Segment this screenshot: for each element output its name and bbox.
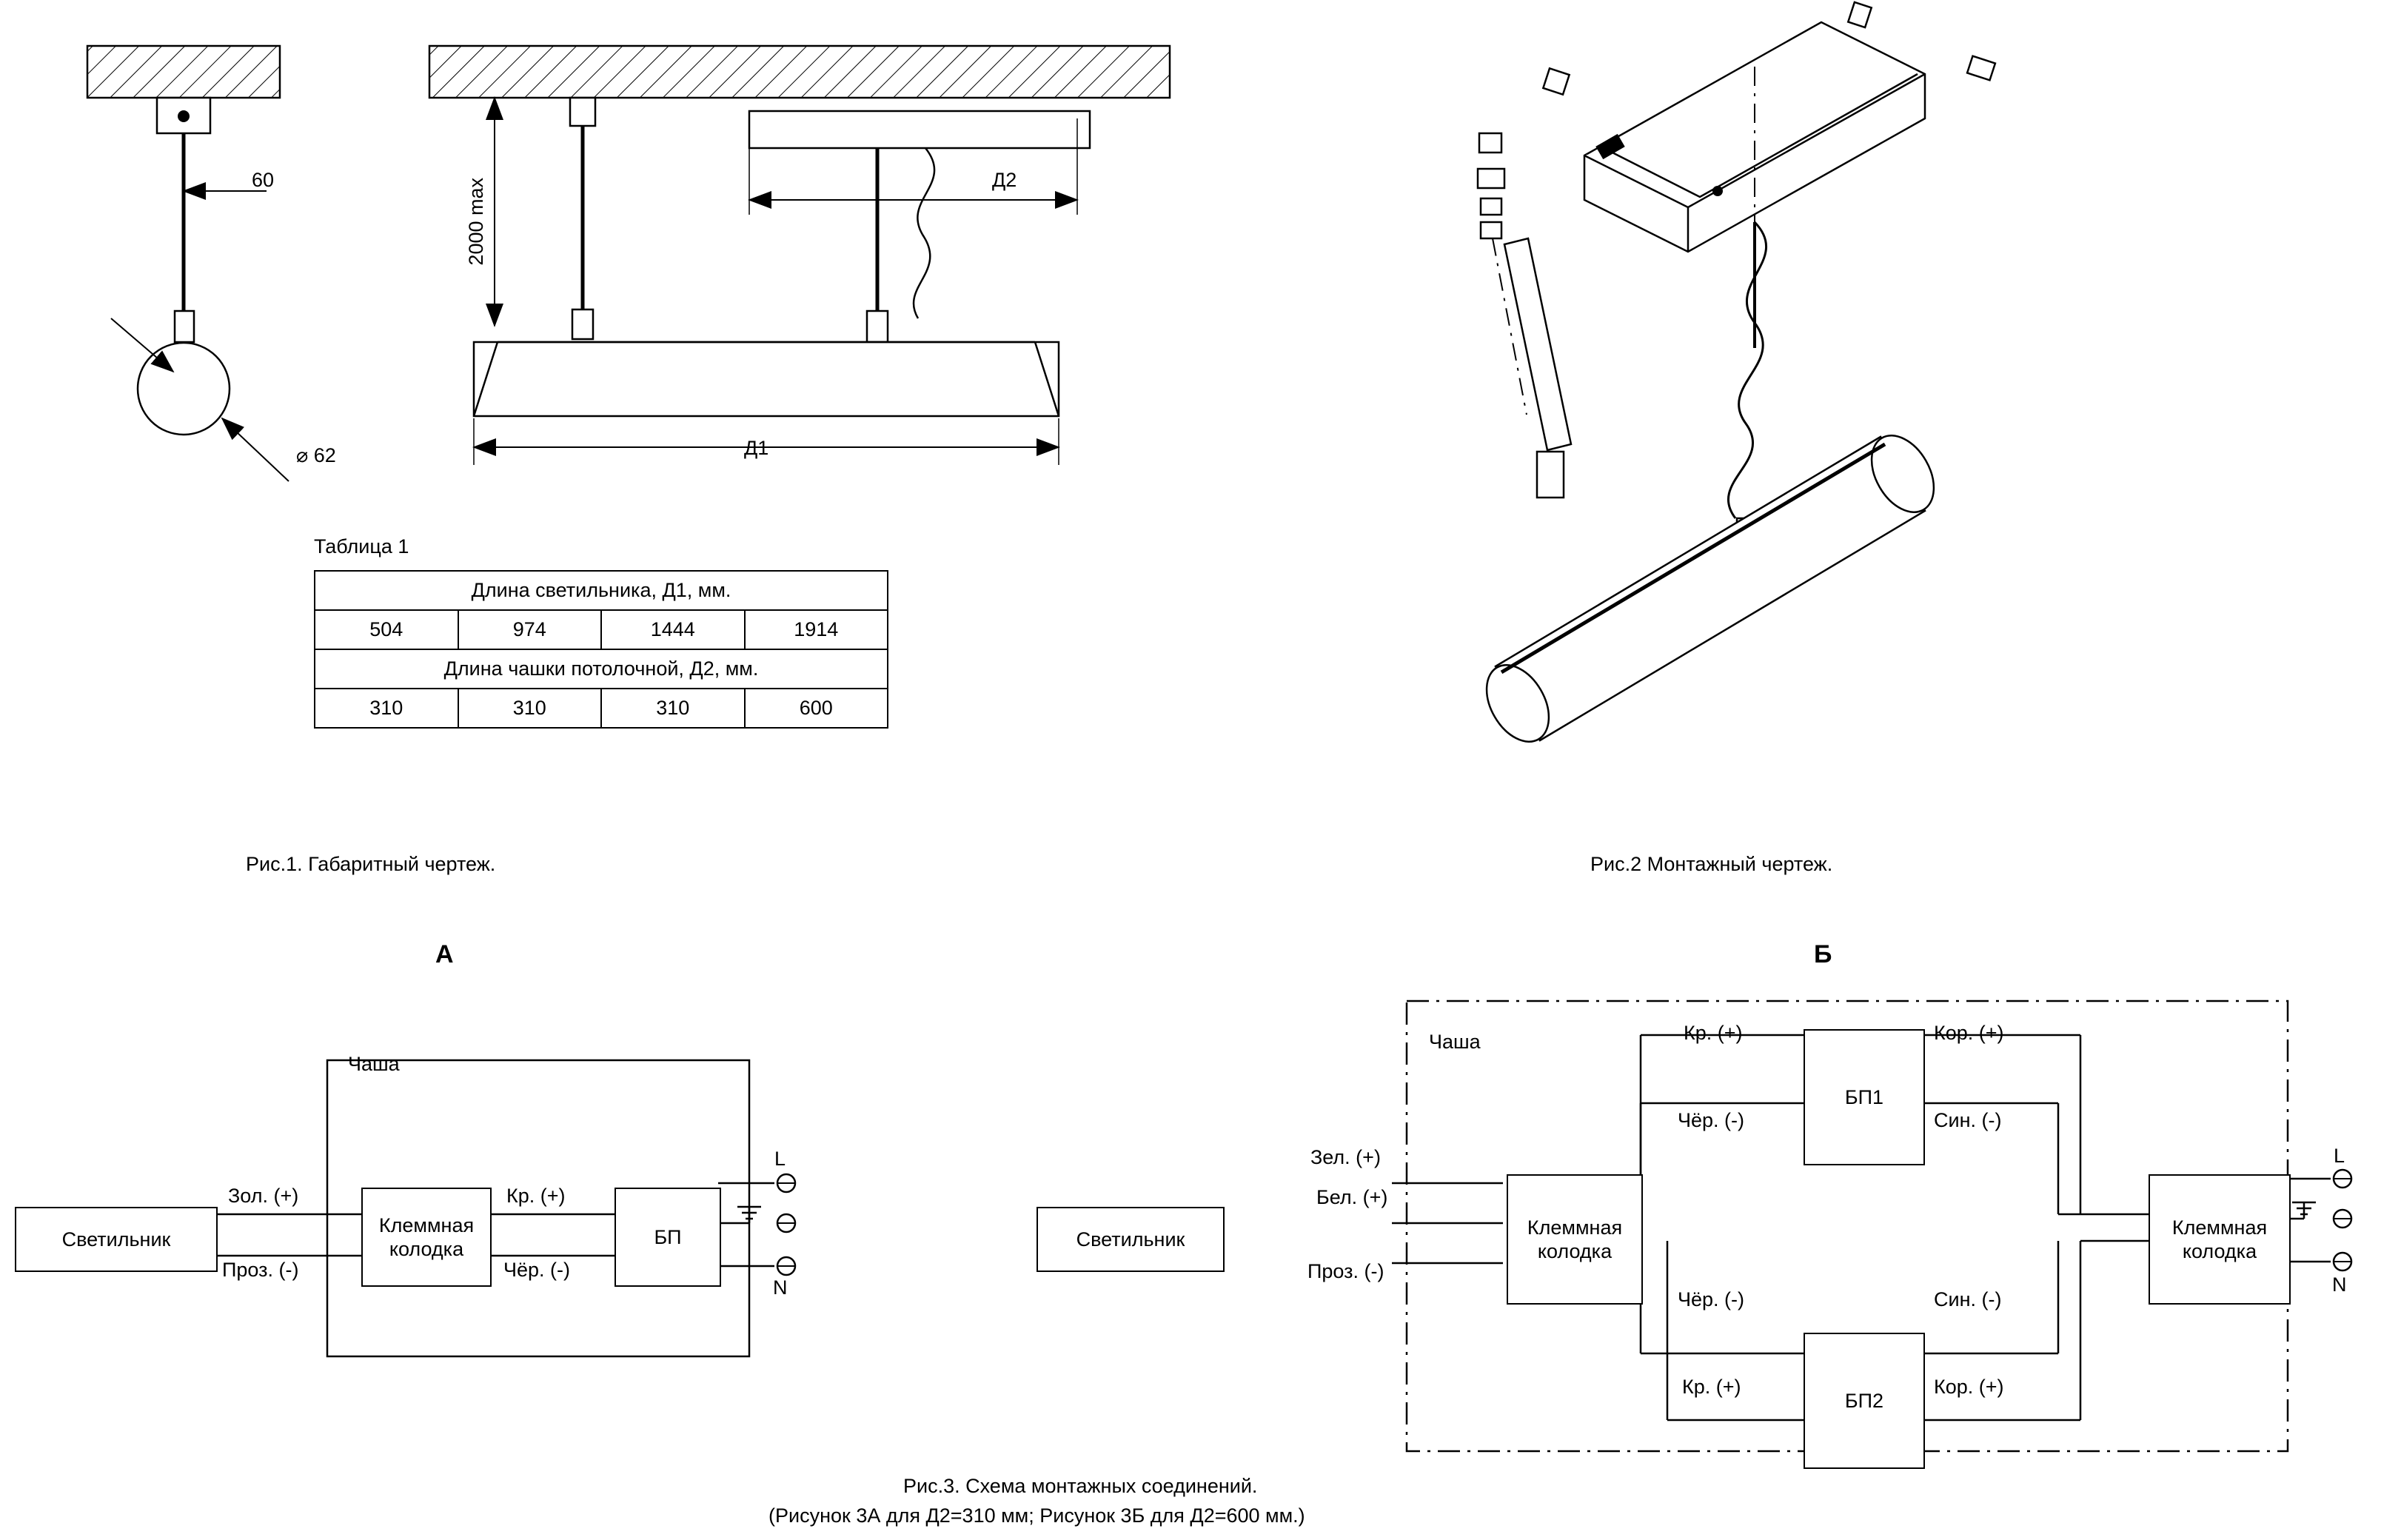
dimension-diameter-62-label: ⌀ 62 [296, 444, 336, 466]
luminaire-box-b: Светильник [1037, 1207, 1225, 1272]
table-cell: 504 [315, 610, 458, 649]
figure-3-caption-line1: Рис.3. Схема монтажных соединений. [903, 1475, 1258, 1497]
table-cell: 310 [458, 689, 602, 728]
table-row [315, 689, 888, 728]
wire-brown-bottom-label-b: Кор. (+) [1934, 1376, 2004, 1398]
terminal-block-left-b [1507, 1174, 1643, 1305]
cup-label-a: Чаша [348, 1053, 400, 1075]
psu2-box-b: БП2 [1804, 1333, 1925, 1469]
terminal-block-right-b [2149, 1174, 2291, 1305]
table-1-title: Таблица 1 [314, 535, 409, 558]
wire-gold-label-a: Зол. (+) [228, 1185, 299, 1207]
figure-2-svg [1407, 0, 2369, 829]
table-row [315, 610, 888, 649]
wire-red-label-a: Кр. (+) [506, 1185, 566, 1207]
terminal-block-a [361, 1188, 492, 1287]
table-row [315, 649, 888, 689]
figure-2-caption: Рис.2 Монтажный чертеж. [1590, 853, 1833, 875]
wire-red-top-label-b: Кр. (+) [1684, 1022, 1743, 1044]
wire-blue-top-label-b: Син. (-) [1934, 1109, 2002, 1131]
table-cell: 600 [745, 689, 888, 728]
psu1-box-b: БП1 [1804, 1029, 1925, 1165]
wire-green-label-b: Зел. (+) [1310, 1146, 1381, 1168]
wire-transparent-label-a: Проз. (-) [222, 1259, 299, 1281]
wire-black-bottom-label-b: Чёр. (-) [1678, 1288, 1745, 1310]
dimension-60-label: 60 [252, 169, 275, 191]
phase-l-label-a: L [774, 1148, 786, 1170]
scheme-b-label: Б [1814, 940, 1832, 968]
table-cell: 974 [458, 610, 602, 649]
wire-blue-bottom-label-b: Син. (-) [1934, 1288, 2002, 1310]
neutral-n-label-a: N [773, 1276, 788, 1299]
terminal-block-label: Клеммная колодка [378, 1213, 475, 1260]
wire-black-label-a: Чёр. (-) [503, 1259, 571, 1281]
figure-1-svg [0, 0, 1185, 888]
table-cell: 1444 [601, 610, 745, 649]
dimension-d1-label: Д1 [744, 437, 769, 459]
phase-l-label-b: L [2334, 1145, 2345, 1167]
wire-white-label-b: Бел. (+) [1316, 1186, 1388, 1208]
table-row [315, 571, 888, 610]
figure-1-dimensional-drawing [0, 0, 1185, 888]
table-1 [314, 570, 888, 729]
table-header-d1: Длина светильника, Д1, мм. [315, 571, 888, 610]
dimension-2000max-label: 2000 max [465, 178, 487, 266]
terminal-block-label: Клеммная колодка [1527, 1216, 1623, 1262]
psu-box-a: БП [614, 1188, 721, 1287]
cup-label-b: Чаша [1429, 1031, 1481, 1053]
wire-transparent-label-b: Проз. (-) [1307, 1260, 1384, 1282]
figure-1-caption: Рис.1. Габаритный чертеж. [246, 853, 496, 875]
table-header-d2: Длина чашки потолочной, Д2, мм. [315, 649, 888, 689]
neutral-n-label-b: N [2332, 1273, 2347, 1296]
table-cell: 1914 [745, 610, 888, 649]
figure-2-mounting-drawing [1407, 0, 2369, 829]
table-cell: 310 [315, 689, 458, 728]
wire-red-bottom-label-b: Кр. (+) [1682, 1376, 1741, 1398]
dimension-d2-label: Д2 [992, 169, 1017, 191]
luminaire-box-a: Светильник [15, 1207, 218, 1272]
figure-3-caption-line2: (Рисунок 3А для Д2=310 мм; Рисунок 3Б для Д2=600 мм.) [768, 1504, 1305, 1527]
wire-black-top-label-b: Чёр. (-) [1678, 1109, 1745, 1131]
scheme-a-label: А [435, 940, 454, 968]
wire-brown-top-label-b: Кор. (+) [1934, 1022, 2004, 1044]
table-cell: 310 [601, 689, 745, 728]
terminal-block-label: Клеммная колодка [2171, 1216, 2268, 1262]
